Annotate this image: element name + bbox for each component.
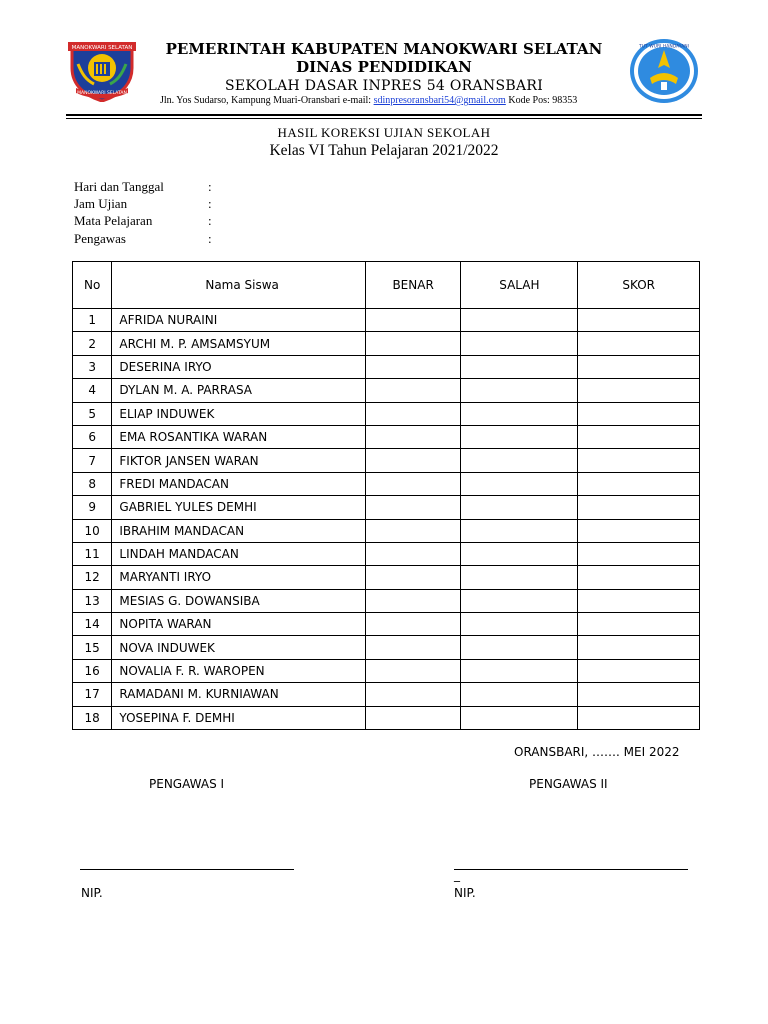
- wrong-cell[interactable]: [461, 472, 578, 495]
- student-name: ARCHI M. P. AMSAMSYUM: [112, 332, 365, 355]
- correct-cell[interactable]: [365, 425, 461, 448]
- table-row: [73, 566, 700, 589]
- wrong-cell[interactable]: [461, 706, 578, 729]
- correct-cell[interactable]: [365, 379, 461, 402]
- table-row: [73, 379, 700, 402]
- score-table: [72, 261, 700, 730]
- row-number: 7: [73, 449, 112, 472]
- row-number: 14: [73, 613, 112, 636]
- correct-cell[interactable]: [365, 332, 461, 355]
- info-label-date: Hari dan Tanggal: [74, 179, 164, 194]
- document-title: HASIL KOREKSI UJIAN SEKOLAH: [277, 125, 491, 140]
- table-row: [73, 706, 700, 729]
- info-colon: :: [208, 179, 212, 194]
- signature-line-2: [454, 869, 688, 870]
- score-cell[interactable]: [578, 355, 700, 378]
- table-row: [73, 542, 700, 565]
- row-number: 11: [73, 542, 112, 565]
- correct-cell[interactable]: [365, 496, 461, 519]
- signature-line-2-tail: _: [454, 868, 460, 882]
- signature-title-1: PENGAWAS I: [149, 777, 225, 791]
- score-cell[interactable]: [578, 636, 700, 659]
- wrong-cell[interactable]: [461, 402, 578, 425]
- student-name: RAMADANI M. KURNIAWAN: [112, 683, 365, 706]
- left-logo-ribbon: MANOKWARI SELATAN: [77, 91, 127, 96]
- left-logo-banner: MANOKWARI SELATAN: [71, 45, 133, 51]
- score-cell[interactable]: [578, 519, 700, 542]
- student-name: IBRAHIM MANDACAN: [112, 519, 365, 542]
- student-name: DESERINA IRYO: [112, 355, 365, 378]
- score-cell[interactable]: [578, 449, 700, 472]
- info-colon: :: [208, 196, 212, 211]
- table-row: [73, 589, 700, 612]
- wrong-cell[interactable]: [461, 496, 578, 519]
- student-name: MESIAS G. DOWANSIBA: [112, 589, 365, 612]
- table-row: [73, 402, 700, 425]
- table-row: [73, 636, 700, 659]
- table-row: [73, 472, 700, 495]
- letterhead-rule-thin: [66, 118, 702, 119]
- student-name: GABRIEL YULES DEMHI: [112, 496, 365, 519]
- wrong-cell[interactable]: [461, 589, 578, 612]
- info-colon: :: [208, 231, 212, 246]
- info-label-time: Jam Ujian: [74, 196, 128, 211]
- place-date: ORANSBARI, ……. MEI 2022: [514, 745, 680, 759]
- postal-code: Kode Pos: 98353: [505, 95, 578, 106]
- student-name: NOVALIA F. R. WAROPEN: [112, 659, 365, 682]
- wrong-cell[interactable]: [461, 379, 578, 402]
- table-header-row: [73, 262, 700, 309]
- school-address: [160, 95, 640, 107]
- correct-cell[interactable]: [365, 613, 461, 636]
- header-student-name: Nama Siswa: [112, 262, 365, 309]
- student-name: NOVA INDUWEK: [112, 636, 365, 659]
- correct-cell[interactable]: [365, 636, 461, 659]
- correct-cell[interactable]: [365, 449, 461, 472]
- row-number: 15: [73, 636, 112, 659]
- table-row: [73, 425, 700, 448]
- student-name: AFRIDA NURAINI: [112, 309, 365, 332]
- header-score: SKOR: [578, 262, 700, 309]
- correct-cell[interactable]: [365, 566, 461, 589]
- header-no: No: [73, 262, 112, 309]
- score-cell[interactable]: [578, 542, 700, 565]
- info-label-subject: Mata Pelajaran: [74, 213, 153, 228]
- row-number: 5: [73, 402, 112, 425]
- score-cell[interactable]: [578, 472, 700, 495]
- school-heading: SEKOLAH DASAR INPRES 54 ORANSBARI: [224, 78, 544, 94]
- row-number: 13: [73, 589, 112, 612]
- table-row: [73, 613, 700, 636]
- header-correct: BENAR: [365, 262, 461, 309]
- student-name: FIKTOR JANSEN WARAN: [112, 449, 365, 472]
- student-name: FREDI MANDACAN: [112, 472, 365, 495]
- table-body: [73, 309, 700, 730]
- nip-label-1: NIP.: [81, 886, 103, 900]
- wrong-cell[interactable]: [461, 332, 578, 355]
- correct-cell[interactable]: [365, 542, 461, 565]
- right-logo-text: TUT WURI HANDAYANI: [639, 44, 689, 50]
- score-cell[interactable]: [578, 683, 700, 706]
- table-row: [73, 332, 700, 355]
- nip-label-2: NIP.: [454, 886, 476, 900]
- correct-cell[interactable]: [365, 309, 461, 332]
- table-row: [73, 496, 700, 519]
- row-number: 18: [73, 706, 112, 729]
- score-cell[interactable]: [578, 379, 700, 402]
- wrong-cell[interactable]: [461, 542, 578, 565]
- wrong-cell[interactable]: [461, 636, 578, 659]
- table-row: [73, 355, 700, 378]
- student-name: NOPITA WARAN: [112, 613, 365, 636]
- wrong-cell[interactable]: [461, 425, 578, 448]
- signature-title-2: PENGAWAS II: [529, 777, 608, 791]
- student-name: YOSEPINA F. DEMHI: [112, 706, 365, 729]
- wrong-cell[interactable]: [461, 613, 578, 636]
- score-cell[interactable]: [578, 496, 700, 519]
- table-row: [73, 659, 700, 682]
- score-cell[interactable]: [578, 589, 700, 612]
- row-number: 10: [73, 519, 112, 542]
- email-link[interactable]: sdinpresoransbari54@gmail.com: [373, 95, 506, 106]
- row-number: 6: [73, 425, 112, 448]
- letterhead-rule-thick: [66, 114, 702, 116]
- wrong-cell[interactable]: [461, 566, 578, 589]
- info-colon: :: [208, 213, 212, 228]
- student-name: ELIAP INDUWEK: [112, 402, 365, 425]
- document-subtitle: Kelas VI Tahun Pelajaran 2021/2022: [269, 142, 499, 159]
- score-cell[interactable]: [578, 425, 700, 448]
- correct-cell[interactable]: [365, 472, 461, 495]
- row-number: 2: [73, 332, 112, 355]
- wrong-cell[interactable]: [461, 449, 578, 472]
- info-label-supervisor: Pengawas: [74, 231, 126, 246]
- address-text: Jln. Yos Sudarso, Kampung Muari-Oransbari e-mail:: [160, 95, 374, 106]
- correct-cell[interactable]: [365, 402, 461, 425]
- row-number: 16: [73, 659, 112, 682]
- correct-cell[interactable]: [365, 589, 461, 612]
- score-cell[interactable]: [578, 566, 700, 589]
- table-row: [73, 449, 700, 472]
- department-heading: DINAS PENDIDIKAN: [296, 58, 472, 76]
- signature-line-1: [80, 869, 294, 870]
- student-name: EMA ROSANTIKA WARAN: [112, 425, 365, 448]
- student-name: DYLAN M. A. PARRASA: [112, 379, 365, 402]
- score-cell[interactable]: [578, 659, 700, 682]
- score-cell[interactable]: [578, 706, 700, 729]
- row-number: 3: [73, 355, 112, 378]
- score-cell[interactable]: [578, 332, 700, 355]
- regency-emblem-icon: [66, 38, 138, 102]
- row-number: 9: [73, 496, 112, 519]
- header-wrong: SALAH: [461, 262, 578, 309]
- student-name: LINDAH MANDACAN: [112, 542, 365, 565]
- table-row: [73, 519, 700, 542]
- row-number: 1: [73, 309, 112, 332]
- correct-cell[interactable]: [365, 519, 461, 542]
- correct-cell[interactable]: [365, 683, 461, 706]
- row-number: 12: [73, 566, 112, 589]
- wrong-cell[interactable]: [461, 355, 578, 378]
- government-heading: PEMERINTAH KABUPATEN MANOKWARI SELATAN: [165, 40, 603, 58]
- wrong-cell[interactable]: [461, 309, 578, 332]
- score-cell[interactable]: [578, 402, 700, 425]
- wrong-cell[interactable]: [461, 659, 578, 682]
- row-number: 4: [73, 379, 112, 402]
- row-number: 17: [73, 683, 112, 706]
- row-number: 8: [73, 472, 112, 495]
- table-row: [73, 683, 700, 706]
- table-row: [73, 309, 700, 332]
- wrong-cell[interactable]: [461, 519, 578, 542]
- score-cell[interactable]: [578, 613, 700, 636]
- correct-cell[interactable]: [365, 355, 461, 378]
- wrong-cell[interactable]: [461, 683, 578, 706]
- student-name: MARYANTI IRYO: [112, 566, 365, 589]
- score-cell[interactable]: [578, 309, 700, 332]
- correct-cell[interactable]: [365, 706, 461, 729]
- correct-cell[interactable]: [365, 659, 461, 682]
